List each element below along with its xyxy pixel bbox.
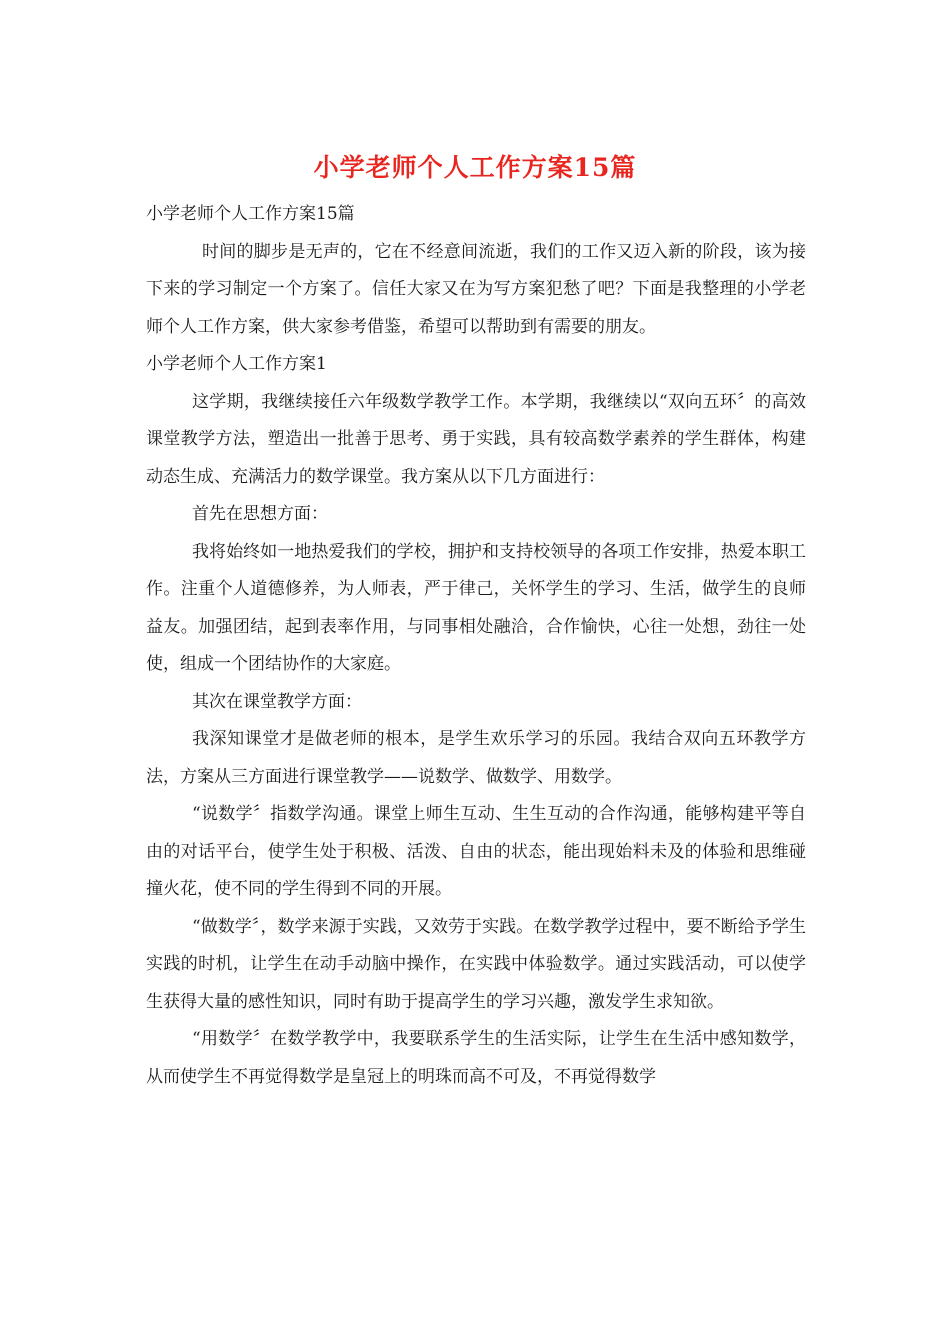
section-heading: 小学老师个人工作方案1 — [146, 354, 327, 374]
document-body — [146, 196, 806, 1096]
document-title: 小学老师个人工作方案15篇 — [313, 153, 637, 182]
paragraph: 这学期，我继续接任六年级数学教学工作。本学期，我继续以“双向五环〞的高效课堂教学方法，塑造出一批善于思考、勇于实践，具有较高数学素养的学生群体，构建动态生成、充满活力的数学课堂。我方案从以下几方面进行： — [146, 391, 806, 487]
paragraph: “说数学〞指数学沟通。课堂上师生互动、生生互动的合作沟通，能够构建平等自由的对话平台，使学生处于积极、活泼、自由的状态，能出现始料未及的体验和思维碰撞火花，使不同的学生得到不同的开展。 — [146, 804, 806, 899]
intro-paragraph: 时间的脚步是无声的，它在不经意间流逝，我们的工作又迈入新的阶段，该为接下来的学习制定一个方案了。信任大家又在为写方案犯愁了吧？下面是我整理的小学老师个人工作方案，供大家参考借鉴，希望可以帮助到有需要的朋友。 — [146, 241, 806, 337]
paragraph: 我深知课堂才是做老师的根本，是学生欢乐学习的乐园。我结合双向五环教学方法，方案从三方面进行课堂教学——说数学、做数学、用数学。 — [146, 729, 806, 787]
document-subtitle: 小学老师个人工作方案15篇 — [146, 204, 355, 224]
paragraph: 首先在思想方面： — [192, 504, 328, 524]
paragraph: “做数学〞，数学来源于实践，又效劳于实践。在数学教学过程中，要不断给予学生实践的时机，让学生在动手动脑中操作，在实践中体验数学。通过实践活动，可以使学生获得大量的感性知识，同时有助于提高学生的学习兴趣，激发学生求知欲。 — [146, 916, 806, 1012]
paragraph: 其次在课堂教学方面： — [192, 691, 362, 712]
paragraph: 我将始终如一地热爱我们的学校，拥护和支持校领导的各项工作安排，热爱本职工作。注重个人道德修养，为人师表，严于律己，关怀学生的学习、生活，做学生的良师益友。加强团结，起到表率作用，与同事相处融洽，合作愉快，心往一处想，劲往一处使，组成一个团结协作的大家庭。 — [146, 541, 806, 674]
paragraph: “用数学〞在数学教学中，我要联系学生的生活实际，让学生在生活中感知数学，从而使学生不再觉得数学是皇冠上的明珠而高不可及，不再觉得数学 — [146, 1029, 806, 1087]
